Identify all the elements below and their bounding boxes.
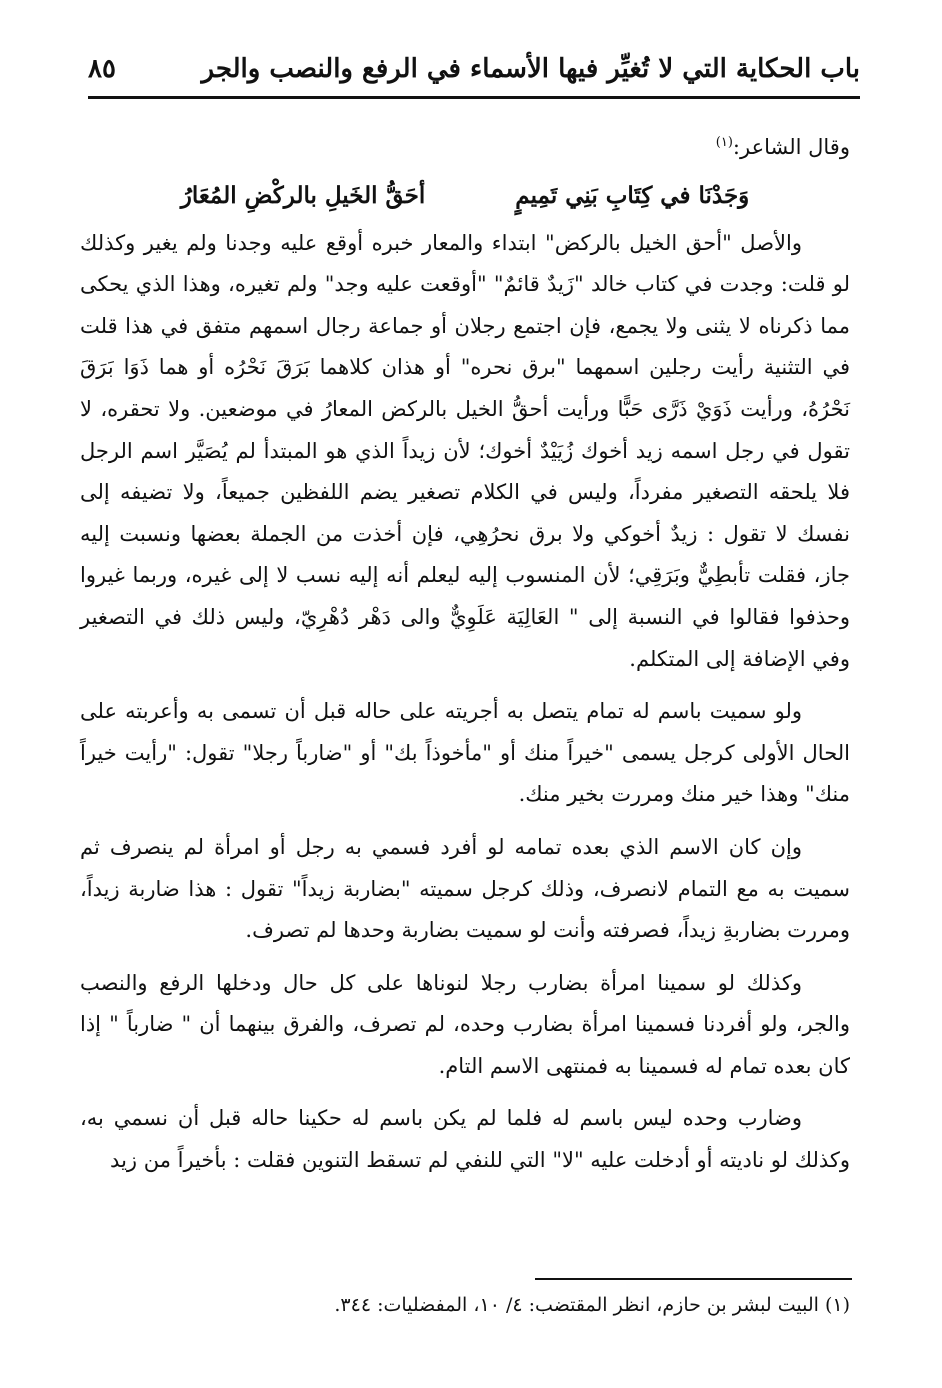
paragraph: ولو سميت باسم له تمام يتصل به أجريته على حاله قبل أن تسمى به وأعربته على الحال الأولى كرجل يسمى "خيراً منك أو "مأخوذاً بك" أو "ضارباً رجلا" تقول: "رأيت خيراً منك" وهذا خير منك ومررت بخير منك. [80,699,850,807]
paragraph: وكذلك لو سمينا امرأة بضارب رجلا لنوناها على كل حال ودخلها الرفع والنصب والجر، ولو أفردنا فسمينا امرأة بضارب وحده، لم تصرف، والفرق بينهما أن " ضارباً " إذا كان بعده تمام له فسمينا به فمنتهى الاسم التام. [80,970,850,1078]
page-number: ٨٥ [88,54,116,84]
body-text [80,122,850,1182]
verse-second-hemistich: أحَقُّ الخَيلِ بالركْضِ المُعَارُ [180,181,426,209]
footnote: (١) البيت لبشر بن حازم، انظر المقتضب: ٤/ ١٠، المفضليات: ٣٤٤. [334,1294,850,1316]
header-rule [88,96,860,99]
footnote-ref: (١) [715,135,733,150]
verse [80,169,850,223]
footnote-rule [535,1278,852,1280]
verse-first-hemistich: وَجَدْنَا في كِتَابِ بَنِي تَمِيمٍ [515,181,750,209]
poet-intro [80,122,850,169]
poet-intro-text: وقال الشاعر: [732,135,850,159]
running-header [88,52,860,96]
paragraph: وإن كان الاسم الذي بعده تمامه لو أفرد فسمي به رجل أو امرأة لم ينصرف ثم سميت به مع التمام لانصرف، وذلك كرجل سميته "بضاربة زيداً" تقول : هذا ضاربة زيداً، ومررت بضاربةِ زيداً، فصرفته وأنت لو سميت بضاربة وحدها لم تصرف. [80,834,850,943]
paragraph: وضارب وحده ليس باسم له فلما لم يكن باسم له حكينا حاله قبل أن نسمي به، وكذلك لو ناديته أو أدخلت عليه "لا" التي للنفي لم تسقط التنوين فقلت : بأخيراً من زيد [80,1106,850,1173]
paragraph: والأصل "أحق الخيل بالركض" ابتداء والمعار خبره أوقع عليه وجدنا ولم يغير وكذلك لو قلت: وجدت في كتاب خالد "زَيدٌ قائمٌ" "أوقعت عليه وجد" ولم تغيره، وهذا الذي يحكى مما ذكرناه لا يثنى ولا يجمع، فإن اجتمع رجلان أو جماعة رجال اسمهم متفق في هذا قلت في التثنية رأيت رجلين اسمهما "برق نحره" أو هذان كلاهما بَرَقَ نَحْرُه أو هما ذَوَا بَرَقَ نَحْرُهُ، ورأيت ذَوَيْ ذَرَّى حَبًّا ورأيت أحقُّ الخيل بالركض المعارُ في موضعين. ولا تحقره، لا تقول في رجل اسمه زيد أخوك زُيَيْدٌ أخوك؛ لأن زيداً الذي هو المبتدأ لم يُصَيَّر اسم الرجل فلا يلحقه التصغير مفرداً، وليس في الكلام تصغير يضم اللفظين جميعاً، ولا تضيفه إلى نفسك لا تقول : زيدٌ أخوكي ولا برق نحرُهِي، فإن أخذت من الجملة بعضها ونسبت إليه جاز، فقلت تأبطِيٌّ وبَرَقِي؛ لأن المنسوب إليه ليعلم أنه إليه نسب لا إلى غيره، وربما غيروا وحذفوا فقالوا في النسبة إلى " العَالِيَة عَلَوِيٌّ والى دَهْر دُهْرِيّ، وليس ذلك في التصغير وفي الإضافة إلى المتكلم. [80,230,850,671]
chapter-title: باب الحكاية التي لا تُغيِّر فيها الأسماء في الرفع والنصب والجر [201,54,860,84]
